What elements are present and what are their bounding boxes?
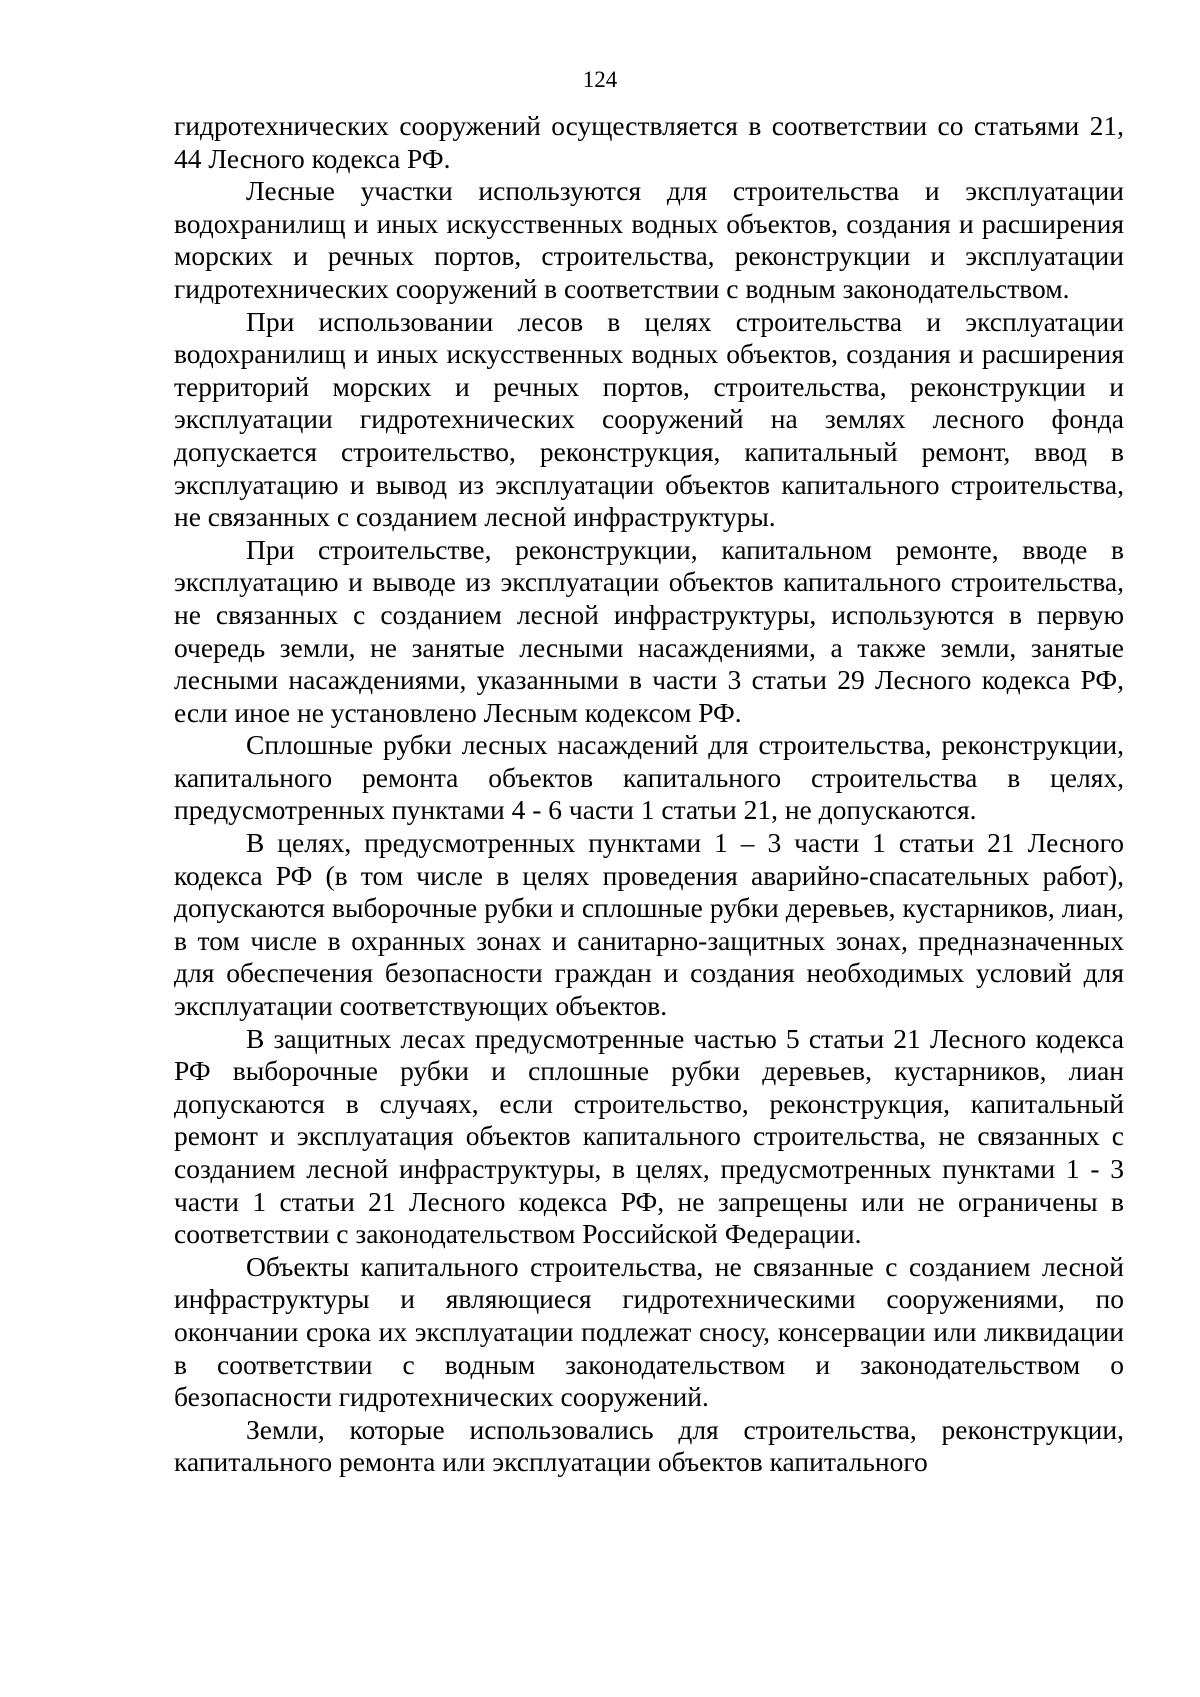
paragraph: Сплошные рубки лесных насаждений для строительства, реконструкции, капитального ремонта объектов капитального строительства в целях, предусмотренных пунктами 4 - 6 части 1 статьи 21, не допускаются. (174, 729, 1124, 826)
paragraph: Лесные участки используются для строительства и эксплуатации водохранилищ и иных искусственных водных объектов, создания и расширения морских и речных портов, строительства, реконструкции и эксплуатации гидротехнических сооружений в соответствии с водным законодательством. (174, 175, 1124, 304)
paragraph-continued: гидротехнических сооружений осуществляется в соответствии со статьями 21, 44 Лесного кодекса РФ. (174, 110, 1124, 174)
paragraph: Объекты капитального строительства, не связанные с созданием лесной инфраструктуры и являющиеся гидротехническими сооружениями, по окончании срока их эксплуатации подлежат сносу, консервации или ликвидации в соответствии с водным законодательством и законодательством о безопасности гидротехнических сооружений. (174, 1250, 1124, 1413)
page-number: 124 (582, 67, 618, 92)
paragraph: Земли, которые использовались для строительства, реконструкции, капитального ремонта или эксплуатации объектов капитального (174, 1413, 1124, 1478)
paragraph: При использовании лесов в целях строительства и эксплуатации водохранилищ и иных искусственных водных объектов, создания и расширения территорий морских и речных портов, строительства, реконструкции и эксплуатации гидротехнических сооружений на землях лесного фонда допускается строительство, реконструкция, капитальный ремонт, ввод в эксплуатацию и вывод из эксплуатации объектов капитального строительства, не связанных с созданием лесной инфраструктуры. (174, 305, 1124, 533)
body-text (174, 110, 1124, 1479)
paragraph: В защитных лесах предусмотренные частью 5 статьи 21 Лесного кодекса РФ выборочные рубки и сплошные рубки деревьев, кустарников, лиан допускаются в случаях, если строительство, реконструкция, капитальный ремонт и эксплуатация объектов капитального строительства, не связанных с созданием лесной инфраструктуры, в целях, предусмотренных пунктами 1 - 3 части 1 статьи 21 Лесного кодекса РФ, не запрещены или не ограничены в соответствии с законодательством Российской Федерации. (174, 1022, 1124, 1250)
paragraph: В целях, предусмотренных пунктами 1 – 3 части 1 статьи 21 Лесного кодекса РФ (в том числе в целях проведения аварийно-спасательных работ), допускаются выборочные рубки и сплошные рубки деревьев, кустарников, лиан, в том числе в охранных зонах и санитарно-защитных зонах, предназначенных для обеспечения безопасности граждан и создания необходимых условий для эксплуатации соответствующих объектов. (174, 827, 1124, 1022)
paragraph: При строительстве, реконструкции, капитальном ремонте, вводе в эксплуатацию и выводе из эксплуатации объектов капитального строительства, не связанных с созданием лесной инфраструктуры, используются в первую очередь земли, не занятые лесными насаждениями, а также земли, занятые лесными насаждениями, указанными в части 3 статьи 29 Лесного кодекса РФ, если иное не установлено Лесным кодексом РФ. (174, 533, 1124, 728)
